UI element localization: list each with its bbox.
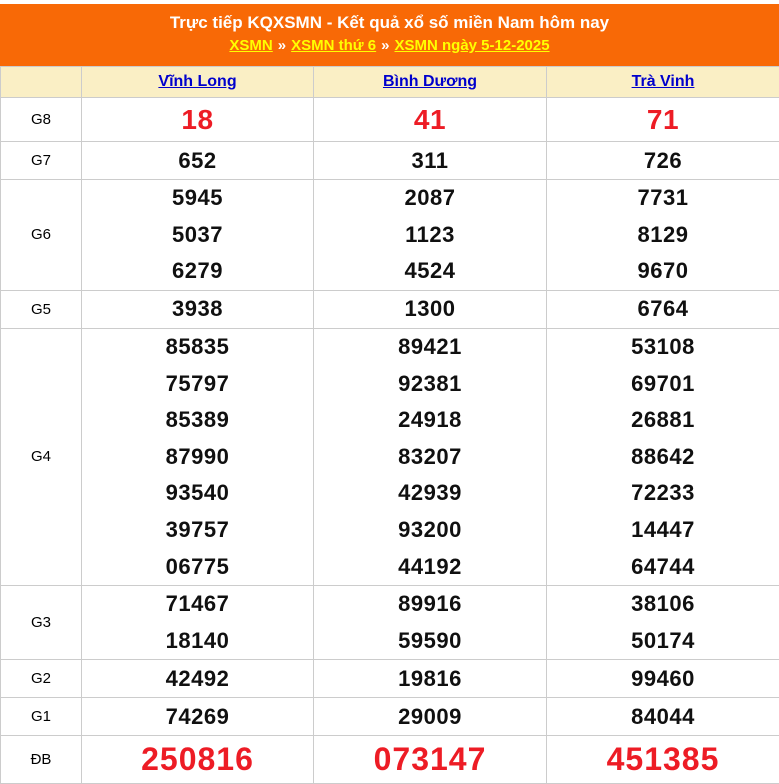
prize-row-g6 — [1, 180, 779, 291]
result-cell-g3-tra-vinh — [547, 585, 779, 659]
result-number: 89916 — [314, 586, 546, 623]
prize-row-db — [1, 736, 779, 784]
result-cell-g5-vinh-long: 3938 — [82, 290, 314, 328]
result-number: 85389 — [82, 402, 313, 439]
province-header-cell — [547, 67, 779, 98]
breadcrumb-link-xsmn-thu-6[interactable]: XSMN thứ 6 — [291, 37, 376, 54]
result-cell-g7-binh-duong: 311 — [314, 142, 547, 180]
result-cell-g7-tra-vinh: 726 — [547, 142, 779, 180]
result-number: 53108 — [547, 329, 779, 366]
result-number: 75797 — [82, 365, 313, 402]
province-header-cell — [82, 67, 314, 98]
prize-label-g5: G5 — [1, 290, 82, 328]
result-number: 71467 — [82, 586, 313, 623]
result-cell-g1-vinh-long: 74269 — [82, 698, 314, 736]
result-number: 88642 — [547, 439, 779, 476]
result-number: 39757 — [82, 512, 313, 549]
corner-cell — [1, 67, 82, 98]
result-cell-db-binh-duong: 073147 — [314, 736, 547, 784]
prize-row-g8 — [1, 98, 779, 142]
results-table — [0, 66, 779, 784]
result-number: 59590 — [314, 623, 546, 660]
result-cell-g6-binh-duong — [314, 180, 547, 291]
prize-row-g3 — [1, 585, 779, 659]
result-number: 72233 — [547, 475, 779, 512]
result-number: 5945 — [82, 180, 313, 217]
result-cell-db-tra-vinh: 451385 — [547, 736, 779, 784]
result-cell-g3-binh-duong — [314, 585, 547, 659]
result-number: 42939 — [314, 475, 546, 512]
result-number: 18140 — [82, 623, 313, 660]
prize-row-g1 — [1, 698, 779, 736]
header-banner — [0, 4, 779, 66]
result-number: 14447 — [547, 512, 779, 549]
result-number: 87990 — [82, 439, 313, 476]
result-cell-g2-tra-vinh: 99460 — [547, 660, 779, 698]
prize-label-g7: G7 — [1, 142, 82, 180]
result-number: 2087 — [314, 180, 546, 217]
result-cell-g7-vinh-long: 652 — [82, 142, 314, 180]
prize-row-g4 — [1, 328, 779, 585]
result-cell-g2-binh-duong: 19816 — [314, 660, 547, 698]
result-number: 38106 — [547, 586, 779, 623]
result-number: 6279 — [82, 253, 313, 290]
province-header-cell — [314, 67, 547, 98]
prize-row-g2 — [1, 660, 779, 698]
result-cell-g1-binh-duong: 29009 — [314, 698, 547, 736]
province-link-vinh-long[interactable]: Vĩnh Long — [158, 73, 236, 90]
result-number: 85835 — [82, 329, 313, 366]
result-number: 24918 — [314, 402, 546, 439]
result-number: 1123 — [314, 217, 546, 254]
result-number: 50174 — [547, 623, 779, 660]
result-number: 64744 — [547, 548, 779, 585]
result-cell-g6-tra-vinh — [547, 180, 779, 291]
result-cell-db-vinh-long: 250816 — [82, 736, 314, 784]
prize-label-g2: G2 — [1, 660, 82, 698]
result-number: 4524 — [314, 253, 546, 290]
prize-row-g5 — [1, 290, 779, 328]
prize-label-g6: G6 — [1, 180, 82, 291]
result-cell-g8-binh-duong: 41 — [314, 98, 547, 142]
result-cell-g3-vinh-long — [82, 585, 314, 659]
prize-label-g8: G8 — [1, 98, 82, 142]
breadcrumb-link-xsmn[interactable]: XSMN — [229, 37, 272, 54]
result-number: 06775 — [82, 548, 313, 585]
prize-label-g4: G4 — [1, 328, 82, 585]
result-cell-g4-vinh-long — [82, 328, 314, 585]
result-cell-g5-binh-duong: 1300 — [314, 290, 547, 328]
result-number: 89421 — [314, 329, 546, 366]
result-number: 44192 — [314, 548, 546, 585]
breadcrumb-separator: » — [381, 37, 389, 54]
result-cell-g5-tra-vinh: 6764 — [547, 290, 779, 328]
province-header-row — [1, 67, 779, 98]
result-cell-g4-tra-vinh — [547, 328, 779, 585]
breadcrumb-separator: » — [278, 37, 286, 54]
result-number: 92381 — [314, 365, 546, 402]
breadcrumb — [0, 36, 779, 56]
prize-label-db: ĐB — [1, 736, 82, 784]
breadcrumb-link-xsmn-ngay[interactable]: XSMN ngày 5-12-2025 — [395, 37, 550, 54]
result-number: 7731 — [547, 180, 779, 217]
page-title: Trực tiếp KQXSMN - Kết quả xổ số miền Nam hôm nay — [0, 13, 779, 33]
result-number: 69701 — [547, 365, 779, 402]
result-number: 26881 — [547, 402, 779, 439]
result-cell-g8-vinh-long: 18 — [82, 98, 314, 142]
result-cell-g4-binh-duong — [314, 328, 547, 585]
province-link-tra-vinh[interactable]: Trà Vinh — [632, 73, 695, 90]
result-cell-g1-tra-vinh: 84044 — [547, 698, 779, 736]
result-number: 9670 — [547, 253, 779, 290]
province-link-binh-duong[interactable]: Bình Dương — [383, 73, 477, 90]
result-cell-g2-vinh-long: 42492 — [82, 660, 314, 698]
result-number: 5037 — [82, 217, 313, 254]
result-number: 83207 — [314, 439, 546, 476]
prize-label-g3: G3 — [1, 585, 82, 659]
prize-label-g1: G1 — [1, 698, 82, 736]
result-number: 8129 — [547, 217, 779, 254]
result-cell-g6-vinh-long — [82, 180, 314, 291]
result-cell-g8-tra-vinh: 71 — [547, 98, 779, 142]
result-number: 93200 — [314, 512, 546, 549]
prize-row-g7 — [1, 142, 779, 180]
result-number: 93540 — [82, 475, 313, 512]
